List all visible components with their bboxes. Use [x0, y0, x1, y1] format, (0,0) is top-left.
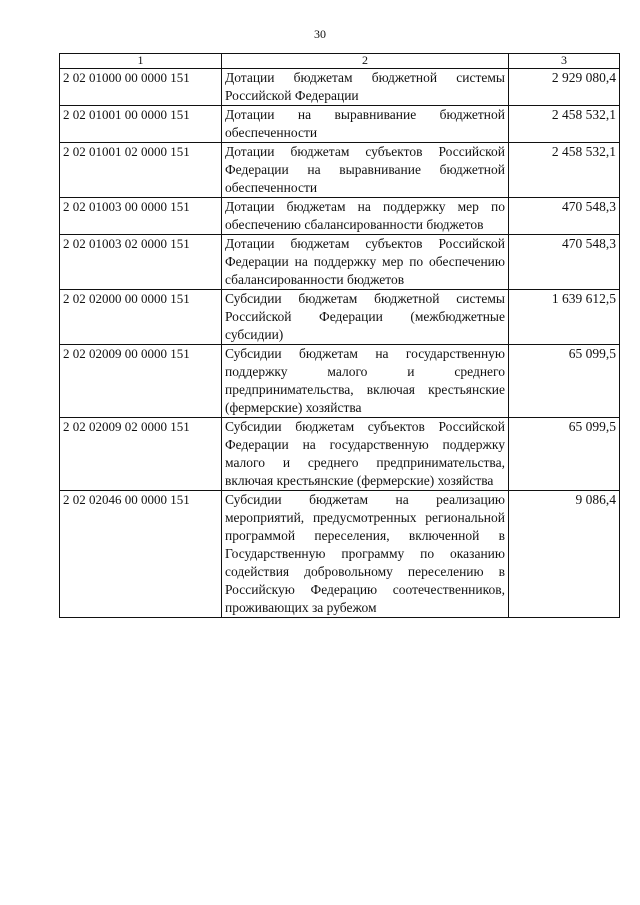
column-header-amount: 3 [509, 54, 620, 69]
budget-code: 2 02 02046 00 0000 151 [60, 491, 222, 618]
item-amount: 65 099,5 [509, 418, 620, 491]
item-amount: 2 458 532,1 [509, 106, 620, 143]
budget-revenue-table [59, 53, 620, 618]
table-row [60, 198, 620, 235]
item-amount: 2 458 532,1 [509, 143, 620, 198]
budget-code: 2 02 02009 00 0000 151 [60, 345, 222, 418]
item-description: Субсидии бюджетам субъектов Российской Федерации на государственную поддержку малого и среднего предпринимательства, включая крестьянские (фермерские) хозяйства [222, 418, 509, 491]
table-row [60, 143, 620, 198]
item-description: Субсидии бюджетам на государственную поддержку малого и среднего предпринимательства, включая крестьянские (фермерские) хозяйства [222, 345, 509, 418]
table-row [60, 290, 620, 345]
item-amount: 2 929 080,4 [509, 69, 620, 106]
budget-code: 2 02 02000 00 0000 151 [60, 290, 222, 345]
table-row [60, 345, 620, 418]
item-description: Субсидии бюджетам на реализацию мероприятий, предусмотренных региональной программой переселения, включенной в Государственную программу по оказанию содействия добровольному переселению в Российскую Федерацию соотечественников, проживающих за рубежом [222, 491, 509, 618]
item-description: Субсидии бюджетам бюджетной системы Российской Федерации (межбюджетные субсидии) [222, 290, 509, 345]
item-description: Дотации бюджетам на поддержку мер по обеспечению сбалансированности бюджетов [222, 198, 509, 235]
item-amount: 1 639 612,5 [509, 290, 620, 345]
column-header-name: 2 [222, 54, 509, 69]
budget-code: 2 02 01003 00 0000 151 [60, 198, 222, 235]
item-amount: 470 548,3 [509, 198, 620, 235]
item-amount: 65 099,5 [509, 345, 620, 418]
budget-code: 2 02 01001 02 0000 151 [60, 143, 222, 198]
table-row [60, 69, 620, 106]
item-description: Дотации бюджетам субъектов Российской Федерации на поддержку мер по обеспечению сбалансированности бюджетов [222, 235, 509, 290]
budget-code: 2 02 01003 02 0000 151 [60, 235, 222, 290]
table-row [60, 106, 620, 143]
budget-code: 2 02 01000 00 0000 151 [60, 69, 222, 106]
item-description: Дотации бюджетам субъектов Российской Федерации на выравнивание бюджетной обеспеченности [222, 143, 509, 198]
item-description: Дотации бюджетам бюджетной системы Российской Федерации [222, 69, 509, 106]
budget-code: 2 02 01001 00 0000 151 [60, 106, 222, 143]
column-header-code: 1 [60, 54, 222, 69]
item-description: Дотации на выравнивание бюджетной обеспеченности [222, 106, 509, 143]
table-row [60, 235, 620, 290]
budget-code: 2 02 02009 02 0000 151 [60, 418, 222, 491]
item-amount: 9 086,4 [509, 491, 620, 618]
table-header-row [60, 54, 620, 69]
page-number: 30 [314, 27, 326, 41]
table-row [60, 491, 620, 618]
table-row [60, 418, 620, 491]
item-amount: 470 548,3 [509, 235, 620, 290]
